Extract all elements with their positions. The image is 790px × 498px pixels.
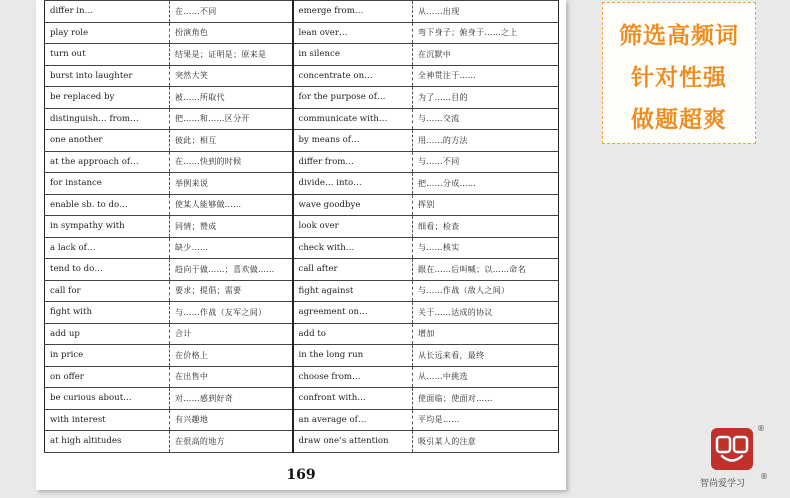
english-phrase-cell: burst into laughter — [45, 65, 170, 87]
chinese-meaning-cell: 在很高的地方 — [170, 431, 293, 453]
table-row — [45, 173, 559, 195]
chinese-meaning-cell: 同情；赞成 — [170, 216, 293, 238]
chinese-meaning-cell: 在价格上 — [170, 345, 293, 367]
chinese-meaning-cell: 跟在……后叫喊；以……命名 — [413, 259, 559, 281]
chinese-meaning-cell: 使面临；使面对…… — [413, 388, 559, 410]
english-phrase-cell: communicate with… — [293, 108, 413, 130]
chinese-meaning-cell: 对……感到好奇 — [170, 388, 293, 410]
phrase-table-body — [45, 1, 559, 453]
chinese-meaning-cell: 从……出现 — [413, 1, 559, 23]
english-phrase-cell: draw one’s attention — [293, 431, 413, 453]
chinese-meaning-cell: 结果是；证明是；原来是 — [170, 44, 293, 66]
chinese-meaning-cell: 趋向于做……；喜欢做…… — [170, 259, 293, 281]
english-phrase-cell: turn out — [45, 44, 170, 66]
chinese-meaning-cell: 与……交流 — [413, 108, 559, 130]
table-row — [45, 1, 559, 23]
table-row — [45, 194, 559, 216]
chinese-meaning-cell: 从长远来看，最终 — [413, 345, 559, 367]
phrase-table-container — [44, 0, 558, 447]
chinese-meaning-cell: 彼此；相互 — [170, 130, 293, 152]
english-phrase-cell: emerge from… — [293, 1, 413, 23]
brand-name: 智尚爱学习 — [700, 479, 746, 489]
registered-mark-logo: ® — [757, 424, 765, 433]
english-phrase-cell: add up — [45, 323, 170, 345]
table-row — [45, 130, 559, 152]
table-row — [45, 302, 559, 324]
table-row — [45, 22, 559, 44]
table-row — [45, 87, 559, 109]
table-row — [45, 388, 559, 410]
chinese-meaning-cell: 为了……目的 — [413, 87, 559, 109]
english-phrase-cell: distinguish… from… — [45, 108, 170, 130]
chinese-meaning-cell: 在沉默中 — [413, 44, 559, 66]
english-phrase-cell: tend to do… — [45, 259, 170, 281]
table-row — [45, 108, 559, 130]
chinese-meaning-cell: 使某人能够做…… — [170, 194, 293, 216]
english-phrase-cell: at high altitudes — [45, 431, 170, 453]
chinese-meaning-cell: 用……的方法 — [413, 130, 559, 152]
phrase-table — [44, 0, 559, 453]
english-phrase-cell: concentrate on… — [293, 65, 413, 87]
table-row — [45, 431, 559, 453]
table-row — [45, 345, 559, 367]
chinese-meaning-cell: 增加 — [413, 323, 559, 345]
english-phrase-cell: call for — [45, 280, 170, 302]
chinese-meaning-cell: 平均是…… — [413, 409, 559, 431]
table-row — [45, 65, 559, 87]
page-number: 169 — [286, 467, 316, 483]
chinese-meaning-cell: 吸引某人的注意 — [413, 431, 559, 453]
chinese-meaning-cell: 挥别 — [413, 194, 559, 216]
chinese-meaning-cell: 要求；提倡；需要 — [170, 280, 293, 302]
english-phrase-cell: confront with… — [293, 388, 413, 410]
table-row — [45, 366, 559, 388]
english-phrase-cell: be replaced by — [45, 87, 170, 109]
english-phrase-cell: differ in… — [45, 1, 170, 23]
english-phrase-cell: divide… into… — [293, 173, 413, 195]
chinese-meaning-cell: 举例来说 — [170, 173, 293, 195]
english-phrase-cell: play role — [45, 22, 170, 44]
english-phrase-cell: with interest — [45, 409, 170, 431]
english-phrase-cell: check with… — [293, 237, 413, 259]
chinese-meaning-cell: 弯下身子；俯身于……之上 — [413, 22, 559, 44]
chinese-meaning-cell: 扮演角色 — [170, 22, 293, 44]
english-phrase-cell: in the long run — [293, 345, 413, 367]
chinese-meaning-cell: 有兴趣地 — [170, 409, 293, 431]
english-phrase-cell: enable sb. to do… — [45, 194, 170, 216]
english-phrase-cell: an average of… — [293, 409, 413, 431]
chinese-meaning-cell: 与……核实 — [413, 237, 559, 259]
chinese-meaning-cell: 与……作战（友军之间） — [170, 302, 293, 324]
english-phrase-cell: fight with — [45, 302, 170, 324]
english-phrase-cell: differ from… — [293, 151, 413, 173]
chinese-meaning-cell: 从……中挑选 — [413, 366, 559, 388]
chinese-meaning-cell: 突然大笑 — [170, 65, 293, 87]
promo-line-2: 针对性强 — [631, 65, 727, 91]
registered-mark-name: ® — [760, 472, 768, 481]
table-row — [45, 259, 559, 281]
english-phrase-cell: a lack of… — [45, 237, 170, 259]
table-row — [45, 151, 559, 173]
english-phrase-cell: look over — [293, 216, 413, 238]
chinese-meaning-cell: 把……和……区分开 — [170, 108, 293, 130]
chinese-meaning-cell: 被……所取代 — [170, 87, 293, 109]
table-row — [45, 44, 559, 66]
book-page — [36, 0, 566, 490]
promo-line-3: 做题超爽 — [631, 107, 727, 133]
chinese-meaning-cell: 与……不同 — [413, 151, 559, 173]
english-phrase-cell: wave goodbye — [293, 194, 413, 216]
english-phrase-cell: for the purpose of… — [293, 87, 413, 109]
english-phrase-cell: lean over… — [293, 22, 413, 44]
chinese-meaning-cell: 在……不同 — [170, 1, 293, 23]
table-row — [45, 237, 559, 259]
english-phrase-cell: at the approach of… — [45, 151, 170, 173]
chinese-meaning-cell: 在出售中 — [170, 366, 293, 388]
table-row — [45, 280, 559, 302]
chinese-meaning-cell: 合计 — [170, 323, 293, 345]
english-phrase-cell: in sympathy with — [45, 216, 170, 238]
chinese-meaning-cell: 关于……达成的协议 — [413, 302, 559, 324]
table-row — [45, 409, 559, 431]
chinese-meaning-cell: 全神贯注于…… — [413, 65, 559, 87]
english-phrase-cell: agreement on… — [293, 302, 413, 324]
english-phrase-cell: fight against — [293, 280, 413, 302]
english-phrase-cell: for instance — [45, 173, 170, 195]
chinese-meaning-cell: 在……快到的时候 — [170, 151, 293, 173]
chinese-meaning-cell: 缺少…… — [170, 237, 293, 259]
english-phrase-cell: on offer — [45, 366, 170, 388]
english-phrase-cell: one another — [45, 130, 170, 152]
english-phrase-cell: be curious about… — [45, 388, 170, 410]
english-phrase-cell: call after — [293, 259, 413, 281]
promo-line-1: 筛选高频词 — [619, 23, 739, 49]
english-phrase-cell: by means of… — [293, 130, 413, 152]
brand-logo — [711, 428, 753, 470]
chinese-meaning-cell: 把……分成…… — [413, 173, 559, 195]
brand-logo-icon — [711, 428, 753, 470]
english-phrase-cell: choose from… — [293, 366, 413, 388]
english-phrase-cell: add to — [293, 323, 413, 345]
promo-box — [602, 2, 756, 144]
english-phrase-cell: in silence — [293, 44, 413, 66]
table-row — [45, 216, 559, 238]
chinese-meaning-cell: 与……作战（敌人之间） — [413, 280, 559, 302]
english-phrase-cell: in price — [45, 345, 170, 367]
table-row — [45, 323, 559, 345]
chinese-meaning-cell: 细看；检查 — [413, 216, 559, 238]
